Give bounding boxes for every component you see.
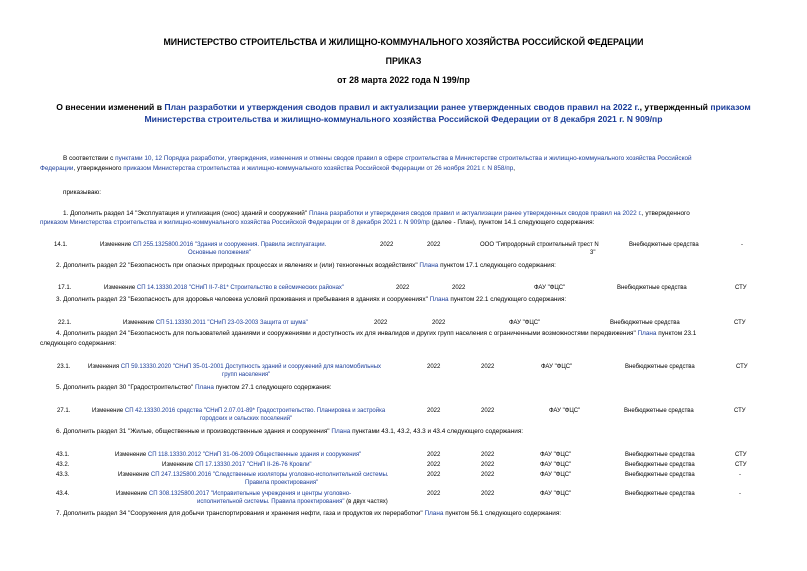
procedure-link-cont[interactable]: Федерации <box>40 165 74 172</box>
item-4-text-end: пунктом 23.1 <box>656 330 697 337</box>
row-year-start: 2022 <box>427 364 441 370</box>
row-year-start: 2022 <box>427 472 441 478</box>
sp-link[interactable]: СП 247.1325800.2016 "Следственные изоляторы уголовно-исполнительной системы. <box>150 472 389 478</box>
row-developer: ФАУ "ФЦС" <box>540 452 572 458</box>
item-6 <box>56 428 523 437</box>
row-description-tail: (в двух частях) <box>344 499 388 505</box>
row-note: СТУ <box>736 364 748 370</box>
sp-link[interactable]: СП 51.13330.2011 "СНиП 23-03-2003 Защита от шума" <box>155 320 308 326</box>
row-funding: Внебюджетные средства <box>625 462 695 468</box>
sp-link[interactable]: СП 255.1325800.2016 "Здания и сооружения. Правила эксплуатации. <box>132 242 327 248</box>
row-developer: ФАУ "ФЦС" <box>549 408 581 414</box>
item-6-text: 6. Дополнить раздел 31 "Жилые, общественные и производственные здания и сооружения" <box>56 428 332 435</box>
item-2-plan-link[interactable]: Плана <box>419 262 439 269</box>
row-year-end: 2022 <box>481 364 495 370</box>
sp-link-cont[interactable]: исполнительной системы. Правила проектирования" <box>197 499 345 505</box>
row-description <box>104 285 344 293</box>
row-funding: Внебюджетные средства <box>610 320 680 326</box>
row-note: - <box>739 491 741 497</box>
doc-type: ПРИКАЗ <box>385 56 422 66</box>
row-note: СТУ <box>734 408 746 414</box>
item-3 <box>56 296 566 305</box>
sp-link-cont[interactable]: Основные положения" <box>188 250 251 256</box>
plan-link[interactable]: План разработки и утверждения сводов правил и актуализации ранее утвержденных сводов правил на 2022 г. <box>164 102 640 112</box>
row-prefix: Изменение <box>162 462 195 468</box>
item-1-line-1 <box>63 210 690 219</box>
row-funding: Внебюджетные средства <box>625 364 695 370</box>
sp-link-cont[interactable]: Правила проектирования" <box>245 480 319 486</box>
row-year-end: 2022 <box>481 472 495 478</box>
preamble-line-2 <box>40 165 515 174</box>
row-note: СТУ <box>735 452 747 458</box>
item-1-text: 1. Дополнить раздел 14 "Эксплуатация и утилизация (снос) зданий и сооружений" <box>63 210 309 217</box>
row-developer: ФАУ "ФЦС" <box>540 491 572 497</box>
row-number: 43.4. <box>56 491 70 497</box>
row-prefix: Изменение <box>100 242 133 248</box>
preamble-mid: , утвержденного <box>73 165 124 172</box>
row-note: СТУ <box>735 462 747 468</box>
row-description <box>116 491 351 499</box>
item-5-text: 5. Дополнить раздел 30 "Градостроительство" <box>56 384 195 391</box>
item-5 <box>56 384 332 393</box>
row-description <box>118 472 389 480</box>
ministry-title: МИНИСТЕРСТВО СТРОИТЕЛЬСТВА И ЖИЛИЩНО-КОММУНАЛЬНОГО ХОЗЯЙСТВА РОССИЙСКОЙ ФЕДЕРАЦИИ <box>163 37 644 47</box>
item-3-plan-link[interactable]: Плана <box>429 296 449 303</box>
row-description <box>162 462 312 470</box>
row-description-cont <box>197 499 388 507</box>
doc-date-number: от 28 марта 2022 года N 199/пр <box>337 75 470 85</box>
row-developer: ФАУ "ФЦС" <box>534 285 566 291</box>
item-7 <box>56 510 561 519</box>
item-6-text-end: пунктами 43.1, 43.2, 43.3 и 43.4 следующего содержания: <box>350 428 524 435</box>
subject-prefix: О внесении изменений в <box>56 102 165 112</box>
row-funding: Внебюджетные средства <box>625 472 695 478</box>
sp-link[interactable]: СП 308.1325800.2017 "Исправительные учреждения и центры уголовно- <box>148 491 352 497</box>
order-858-link[interactable]: приказом Министерства строительства и жилищно-коммунального хозяйства Российской Федерации от 26 ноября 2021 г. N 858/пр <box>123 165 514 172</box>
item-1-plan-link[interactable]: Плана разработки и утверждения сводов правил и актуализации ранее утвержденных сводов правил на 2022 г. <box>308 210 642 217</box>
preamble-end: , <box>513 165 516 172</box>
row-year-start: 2022 <box>427 408 441 414</box>
row-developer: ФАУ "ФЦС" <box>541 364 573 370</box>
sp-link[interactable]: СП 14.13330.2018 "СНиП II-7-81* Строительство в сейсмических районах" <box>136 285 345 291</box>
item-7-text-end: пунктом 56.1 следующего содержания: <box>443 510 562 517</box>
row-funding: Внебюджетные средства <box>629 242 699 248</box>
item-1-order-link[interactable]: приказом Министерства строительства и жилищно-коммунального хозяйства Российской Федерации от 8 декабря 2021 г. N 909/пр <box>40 219 430 226</box>
sp-link[interactable]: СП 42.13330.2016 средства "СНиП 2.07.01-89* Градостроительство. Планировка и застройка <box>124 408 386 414</box>
item-5-plan-link[interactable]: Плана <box>194 384 214 391</box>
sp-link[interactable]: СП 17.13330.2017 "СНиП II-26-76 Кровли" <box>194 462 312 468</box>
row-year-end: 2022 <box>432 320 446 326</box>
row-description <box>88 364 381 372</box>
item-2 <box>56 262 556 271</box>
sp-link[interactable]: СП 118.13330.2012 "СНиП 31-06-2009 Общественные здания и сооружения" <box>147 452 362 458</box>
row-number: 17.1. <box>58 285 72 291</box>
row-funding: Внебюджетные средства <box>624 408 694 414</box>
item-1-line-2 <box>40 219 594 228</box>
sp-link-cont[interactable]: групп населения" <box>222 372 271 378</box>
row-number: 43.1. <box>56 452 70 458</box>
item-7-plan-link[interactable]: Плана <box>424 510 444 517</box>
order-word: приказываю: <box>63 189 101 196</box>
row-funding: Внебюджетные средства <box>617 285 687 291</box>
row-year-end: 2022 <box>481 408 495 414</box>
row-year-end: 2022 <box>452 285 466 291</box>
row-year-end: 2022 <box>481 462 495 468</box>
row-year-start: 2022 <box>427 462 441 468</box>
row-developer-cont: 3" <box>590 250 596 256</box>
item-3-text-end: пунктом 22.1 следующего содержания: <box>448 296 567 303</box>
item-4-line-1 <box>56 330 696 339</box>
row-developer: ООО "Гипродорный строительный трест N <box>480 242 599 248</box>
item-4-plan-link[interactable]: Плана <box>637 330 657 337</box>
row-number: 14.1. <box>54 242 68 248</box>
item-1-line-2-end: (далее - План), пунктом 14.1 следующего содержания: <box>429 219 595 226</box>
row-number: 43.2. <box>56 462 70 468</box>
row-description <box>123 320 308 328</box>
row-year-end: 2022 <box>481 491 495 497</box>
row-note: - <box>741 242 743 248</box>
preamble-prefix: В соответствии с <box>63 155 116 162</box>
sp-link[interactable]: СП 59.13330.2020 "СНиП 35-01-2001 Доступность зданий и сооружений для маломобильных <box>120 364 382 370</box>
row-year-start: 2022 <box>427 452 441 458</box>
row-number: 43.3. <box>56 472 70 478</box>
row-year-start: 2022 <box>427 491 441 497</box>
row-number: 27.1. <box>57 408 71 414</box>
row-prefix: Изменение <box>115 452 148 458</box>
row-developer: ФАУ "ФЦС" <box>540 472 572 478</box>
subject-mid: , утвержденный <box>639 102 711 112</box>
row-prefix: Изменения <box>88 364 121 370</box>
row-description <box>100 242 326 250</box>
sp-link-cont[interactable]: городских и сельских поселений" <box>200 416 293 422</box>
preamble-line-1 <box>63 155 692 164</box>
row-note: СТУ <box>734 320 746 326</box>
row-developer: ФАУ "ФЦС" <box>509 320 541 326</box>
row-year-start: 2022 <box>380 242 394 248</box>
item-4-text: 4. Дополнить раздел 24 "Безопасность для пользователей зданиями и сооружениями и доступность их для инвалидов и других групп населения с ограниченными возможностями передвижения" <box>56 330 638 337</box>
row-funding: Внебюджетные средства <box>625 452 695 458</box>
subject-line-1 <box>0 101 807 113</box>
row-year-start: 2022 <box>396 285 410 291</box>
row-prefix: Изменение <box>116 491 149 497</box>
row-year-end: 2022 <box>481 452 495 458</box>
item-1-text-end: , утвержденного <box>641 210 690 217</box>
row-prefix: Изменение <box>104 285 137 291</box>
order-link[interactable]: приказом <box>710 102 751 112</box>
item-3-text: 3. Дополнить раздел 23 "Безопасность для здоровья человека условий проживания и пребывания в зданиях и сооружениях" <box>56 296 430 303</box>
row-description <box>115 452 361 460</box>
item-5-text-end: пунктом 27.1 следующего содержания: <box>213 384 332 391</box>
row-number: 22.1. <box>58 320 72 326</box>
row-description <box>92 408 385 416</box>
procedure-link[interactable]: пунктами 10, 12 Порядка разработки, утверждения, изменения и отмены сводов правил в сфере строительства в Министерстве строительства и жилищно-коммунального хозяйства Российской <box>115 155 692 162</box>
row-prefix: Изменение <box>123 320 156 326</box>
item-2-text: 2. Дополнить раздел 22 "Безопасность при опасных природных процессах и явлениях и (или) техногенных воздействиях" <box>56 262 420 269</box>
row-number: 23.1. <box>57 364 71 370</box>
row-note: СТУ <box>735 285 747 291</box>
row-year-end: 2022 <box>427 242 441 248</box>
row-developer: ФАУ "ФЦС" <box>540 462 572 468</box>
item-6-plan-link[interactable]: Плана <box>331 428 351 435</box>
row-funding: Внебюджетные средства <box>625 491 695 497</box>
row-prefix: Изменение <box>92 408 125 414</box>
item-4-line-2: следующего содержания: <box>40 340 116 347</box>
row-year-start: 2022 <box>374 320 388 326</box>
item-2-text-end: пунктом 17.1 следующего содержания: <box>438 262 556 269</box>
item-7-text: 7. Дополнить раздел 34 "Сооружения для добычи транспортирования и хранения нефти, газа и продуктов их переработки" <box>56 510 425 517</box>
row-prefix: Изменение <box>118 472 151 478</box>
subject-line-2-link[interactable]: Министерства строительства и жилищно-коммунального хозяйства Российской Федерации от 8 декабря 2021 г. N 909/пр <box>144 114 663 124</box>
row-note: - <box>739 472 741 478</box>
